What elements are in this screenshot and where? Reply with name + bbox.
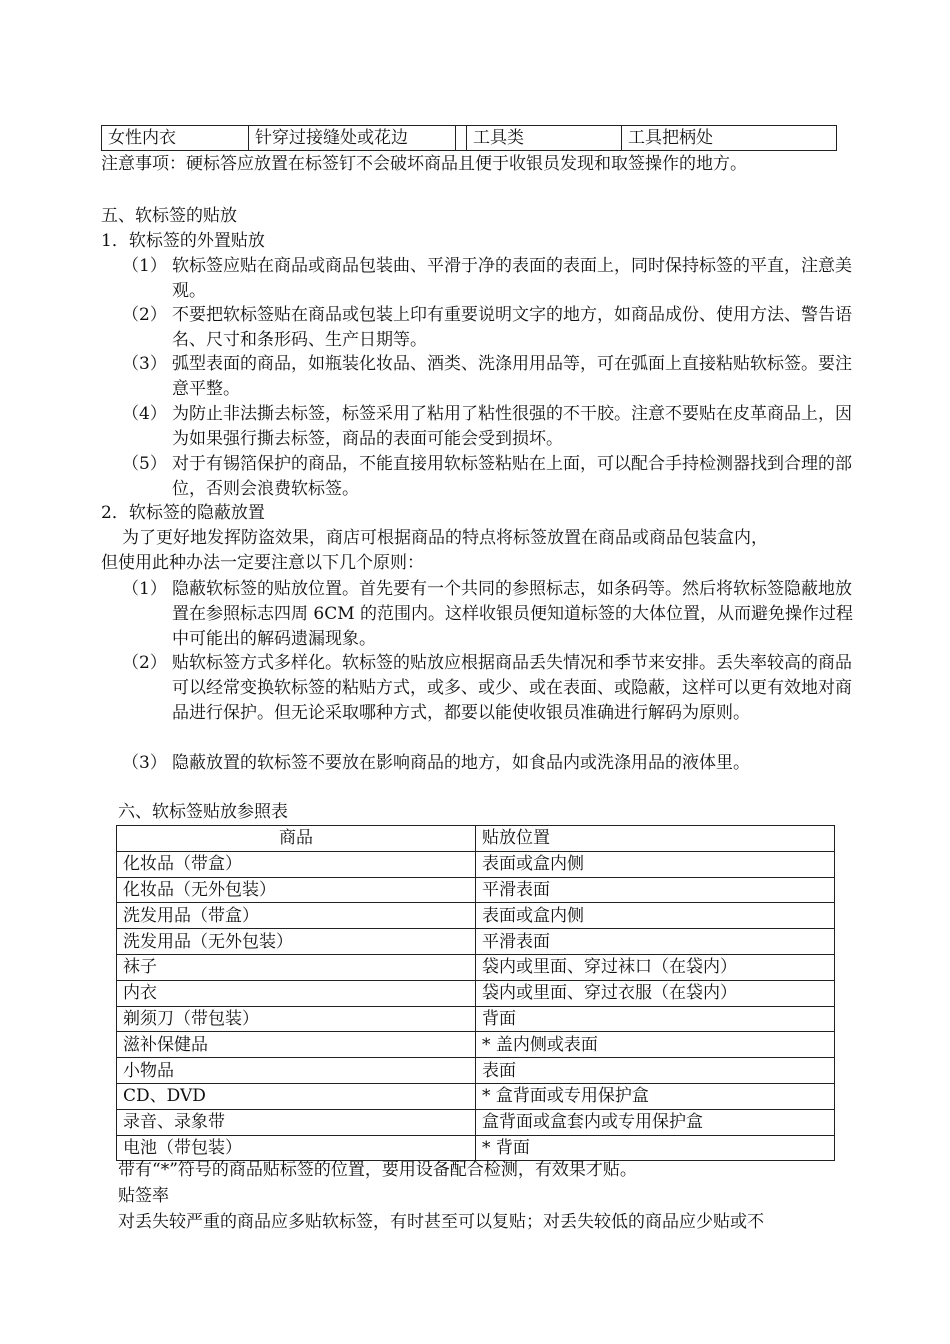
table-cell: 袋内或里面、穿过袜口（在袋内） — [476, 954, 835, 980]
table-header-cell: 贴放位置 — [476, 826, 835, 852]
list-item: 不要把软标签贴在商品或包装上印有重要说明文字的地方，如商品成份、使用方法、警告语名、尺寸和条形码、生产日期等。 — [172, 305, 852, 350]
table-cell: 工具类 — [467, 126, 622, 151]
list-item-number: （5） — [122, 454, 167, 474]
rate-text: 对丢失较严重的商品应多贴软标签，有时甚至可以复贴；对丢失较低的商品应少贴或不 — [118, 1212, 764, 1232]
list-item: 对于有锡箔保护的商品，不能直接用软标签粘贴在上面，可以配合手持检测器找到合理的部位，否则会浪费软标签。 — [172, 454, 852, 499]
table-row — [117, 1006, 835, 1032]
table-row — [117, 1109, 835, 1135]
table-row — [117, 1032, 835, 1058]
table-cell: 平滑表面 — [476, 929, 835, 955]
reference-table — [116, 825, 835, 1161]
table-header-cell: 商品 — [117, 826, 476, 852]
list-item-number: （2） — [122, 305, 167, 325]
top-table — [101, 125, 837, 151]
table-cell: * 盒背面或专用保护盒 — [476, 1083, 835, 1109]
table-gap-cell — [456, 126, 467, 151]
table-cell: 剃须刀（带包装） — [117, 1006, 476, 1032]
table-cell: 化妆品（带盒） — [117, 851, 476, 877]
table-footnote: 带有“*”符号的商品贴标签的位置，要用设备配合检测，有效果才贴。 — [118, 1160, 637, 1180]
table-row — [117, 903, 835, 929]
list-item: 为防止非法撕去标签，标签采用了粘用了粘性很强的不干胶。注意不要贴在皮革商品上，因为如果强行撕去标签，商品的表面可能会受到损坏。 — [172, 404, 852, 449]
table-cell: CD、DVD — [117, 1083, 476, 1109]
table-row — [117, 851, 835, 877]
table-cell: 化妆品（无外包装） — [117, 877, 476, 903]
section5-sub2-intro: 为了更好地发挥防盗效果，商店可根据商品的特点将标签放置在商品或商品包装盒内， — [122, 528, 768, 548]
list-item-number: （2） — [122, 653, 167, 673]
table-cell: 袜子 — [117, 954, 476, 980]
table-cell: 盒背面或盒套内或专用保护盒 — [476, 1109, 835, 1135]
table-row — [117, 1083, 835, 1109]
table-cell: 录音、录象带 — [117, 1109, 476, 1135]
table-cell: 小物品 — [117, 1058, 476, 1084]
table-cell: 背面 — [476, 1006, 835, 1032]
table-cell: * 背面 — [476, 1135, 835, 1161]
table-cell: 内衣 — [117, 980, 476, 1006]
table-cell: 表面或盒内侧 — [476, 903, 835, 929]
section5-sub2-intro-cont: 但使用此种办法一定要注意以下几个原则： — [101, 553, 424, 573]
table-row — [102, 126, 837, 151]
note-text: 注意事项：硬标答应放置在标签钉不会破坏商品且便于收银员发现和取签操作的地方。 — [101, 154, 747, 174]
table-cell: 平滑表面 — [476, 877, 835, 903]
table-row — [117, 877, 835, 903]
list-item: 弧型表面的商品，如瓶装化妆品、酒类、洗涤用用品等，可在弧面上直接粘贴软标签。要注意平整。 — [172, 354, 852, 399]
table-cell: * 盖内侧或表面 — [476, 1032, 835, 1058]
section5-heading: 五、软标签的贴放 — [101, 206, 237, 226]
table-row — [117, 929, 835, 955]
list-item-number: （1） — [122, 579, 167, 599]
table-row — [117, 1058, 835, 1084]
table-header-row — [117, 826, 835, 852]
list-item: 隐蔽放置的软标签不要放在影响商品的地方，如食品内或洗涤用品的液体里。 — [172, 753, 750, 773]
table-cell: 针穿过接缝处或花边 — [249, 126, 456, 151]
table-row — [117, 954, 835, 980]
list-item-number: （4） — [122, 404, 167, 424]
list-item: 隐蔽软标签的贴放位置。首先要有一个共同的参照标志，如条码等。然后将软标签隐蔽地放置在参照标志四周 6CM 的范围内。这样收银员便知道标签的大体位置，从而避免操作过程中可能出的解码遗漏现象。 — [172, 579, 854, 649]
table-cell: 袋内或里面、穿过衣服（在袋内） — [476, 980, 835, 1006]
table-cell: 滋补保健品 — [117, 1032, 476, 1058]
table-cell: 洗发用品（无外包装） — [117, 929, 476, 955]
list-item-number: （3） — [122, 354, 167, 374]
rate-heading: 贴签率 — [118, 1186, 169, 1206]
list-item: 软标签应贴在商品或商品包装曲、平滑于净的表面的表面上，同时保持标签的平直，注意美观。 — [172, 256, 852, 301]
list-item: 贴软标签方式多样化。软标签的贴放应根据商品丢失情况和季节来安排。丢失率较高的商品可以经常变换软标签的粘贴方式，或多、或少、或在表面、或隐蔽，这样可以更有效地对商品进行保护。但无论采取哪种方式，都要以能使收银员准确进行解码为原则。 — [172, 653, 852, 723]
list-item-number: （3） — [122, 753, 167, 773]
table-cell: 工具把柄处 — [622, 126, 837, 151]
list-item-number: （1） — [122, 256, 167, 276]
table-row — [117, 1135, 835, 1161]
table-cell: 表面 — [476, 1058, 835, 1084]
section5-sub2-heading: 2．软标签的隐蔽放置 — [101, 503, 265, 523]
table-row — [117, 980, 835, 1006]
table-cell: 电池（带包装） — [117, 1135, 476, 1161]
table-cell: 表面或盒内侧 — [476, 851, 835, 877]
table-cell: 洗发用品（带盒） — [117, 903, 476, 929]
table-cell: 女性内衣 — [102, 126, 249, 151]
section6-heading: 六、软标签贴放参照表 — [118, 802, 288, 822]
section5-sub1-heading: 1．软标签的外置贴放 — [101, 231, 265, 251]
